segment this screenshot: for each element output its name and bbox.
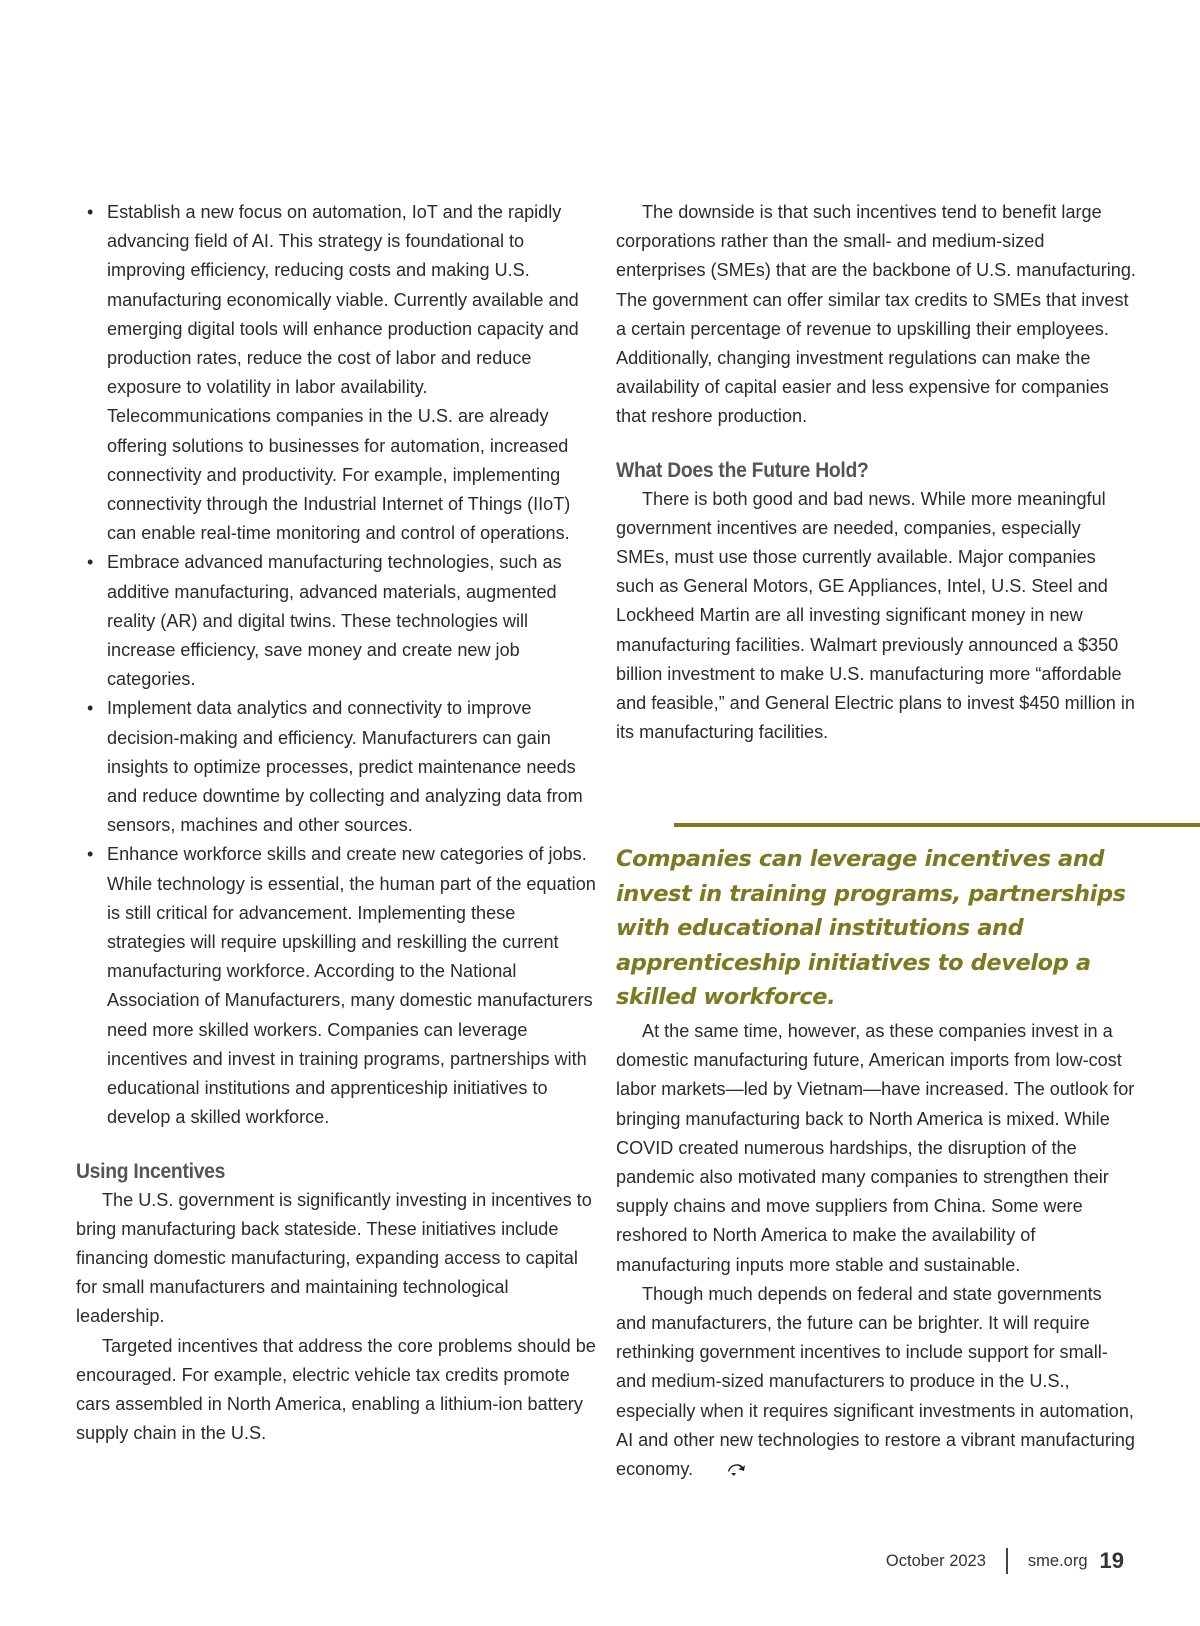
list-item: • Establish a new focus on automation, IoT and the rapidly advancing field of AI. This strategy is foundational to improving efficiency, reducing costs and making U.S. manufacturing economically viable. Currently available and emerging digital tools will enhance production capacity and production rates, reduce the cost of labor and reduce exposure to volatility in labor availability. Telecommunications companies in the U.S. are already offering solutions to businesses for automation, increased connectivity and productivity. For example, implementing connectivity through the Industrial Internet of Things (IIoT) can enable real-time monitoring and control of operations. [87, 202, 579, 544]
left-column [76, 198, 596, 1448]
sme-end-mark-icon [701, 1457, 747, 1486]
paragraph: The downside is that such incentives tend to benefit large corporations rather than the small- and medium-sized enterprises (SMEs) that are the backbone of U.S. manufacturing. The government can offer similar tax credits to SMEs that invest a certain percentage of revenue to upskilling their employees. Additionally, changing investment regulations can make the availability of capital easier and less expensive for companies that reshore production. [616, 202, 1136, 427]
list-item: • Enhance workforce skills and create new categories of jobs. While technology is essential, the human part of the equation is still critical for advancement. Implementing these strategies will require upskilling and reskilling the current manufacturing workforce. According to the National Association of Manufacturers, many domestic manufacturers need more skilled workers. Companies can leverage incentives and invest in training programs, partnerships with educational institutions and apprenticeship initiatives to develop a skilled workforce. [87, 844, 596, 1128]
site-link[interactable]: sme.org [1027, 1551, 1088, 1570]
right-column [616, 198, 1136, 747]
issue-date: October 2023 [885, 1551, 986, 1570]
paragraph: At the same time, however, as these companies invest in a domestic manufacturing future, American imports from low-cost labor markets—led by Vietnam—have increased. The outlook for bringing manufacturing back to North America is mixed. While COVID created numerous hardships, the disruption of the pandemic also motivated many companies to strengthen their supply chains and move suppliers from China. Some were reshored to North America to make the availability of manufacturing inputs more stable and sustainable. [616, 1021, 1135, 1275]
right-column-continued [616, 1017, 1136, 1486]
pullquote: Companies can leverage incentives and invest in training programs, partnerships with educational institutions and apprenticeship initiatives to develop a skilled workforce. [616, 846, 1126, 1010]
closing-text: Though much depends on federal and state governments and manufacturers, the future can be brighter. It will require rethinking government incentives to include support for small- and medium-sized manufacturers to produce in the U.S., especially when it requires significant investments in automation, AI and other new technologies to restore a vibrant manufacturing economy. [616, 1283, 1135, 1480]
section-heading-using-incentives: Using Incentives [76, 1159, 226, 1183]
list-item: • Embrace advanced manufacturing technologies, such as additive manufacturing, advanced materials, augmented reality (AR) and digital twins. These technologies will increase efficiency, save money and create new job categories. [87, 552, 562, 690]
page-number: 19 [1099, 1548, 1124, 1573]
paragraph: There is both good and bad news. While more meaningful government incentives are needed, companies, especially SMEs, must use those currently available. Major companies such as General Motors, GE Appliances, Intel, U.S. Steel and Lockheed Martin are all investing significant money in new manufacturing facilities. Walmart previously announced a $350 billion investment to make U.S. manufacturing more “affordable and feasible,” and General Electric plans to invest $450 million in its manufacturing facilities. [616, 488, 1135, 743]
bullet-text: Establish a new focus on automation, IoT and the rapidly advancing field of AI. This strategy is foundational to improving efficiency, reducing costs and making U.S. manufacturing economically viable. Currently available and emerging digital tools will enhance production capacity and production rates, reduce the cost of labor and reduce exposure to volatility in labor availability. Telecommunications companies in the U.S. are already offering solutions to businesses for automation, increased connectivity and productivity. For example, implementing connectivity through the Industrial Internet of Things (IIoT) can enable real-time monitoring and control of operations. [107, 202, 579, 544]
footer-divider [1006, 1548, 1008, 1574]
page-footer [886, 1548, 1124, 1574]
pullquote-rule [674, 823, 1200, 827]
paragraph: The U.S. government is significantly investing in incentives to bring manufacturing back stateside. These initiatives include financing domestic manufacturing, expanding access to capital for small manufacturers and maintaining technological leadership. [76, 1189, 592, 1327]
strategy-bullet-list [87, 198, 596, 1133]
paragraph [616, 1280, 1136, 1486]
section-heading-future: What Does the Future Hold? [616, 458, 869, 482]
bullet-text: Implement data analytics and connectivity to improve decision-making and efficiency. Manufacturers can gain insights to optimize processes, predict maintenance needs and reduce downtime by collecting and analyzing data from sensors, machines and other sources. [107, 698, 583, 836]
bullet-text: Enhance workforce skills and create new categories of jobs. While technology is essential, the human part of the equation is still critical for advancement. Implementing these strategies will require upskilling and reskilling the current manufacturing workforce. According to the National Association of Manufacturers, many domestic manufacturers need more skilled workers. Companies can leverage incentives and invest in training programs, partnerships with educational institutions and apprenticeship initiatives to develop a skilled workforce. [107, 844, 596, 1128]
bullet-text: Embrace advanced manufacturing technologies, such as additive manufacturing, advanced materials, augmented reality (AR) and digital twins. These technologies will increase efficiency, save money and create new job categories. [107, 552, 562, 690]
list-item: • Implement data analytics and connectivity to improve decision-making and efficiency. Manufacturers can gain insights to optimize processes, predict maintenance needs and reduce downtime by collecting and analyzing data from sensors, machines and other sources. [87, 698, 583, 836]
paragraph: Targeted incentives that address the core problems should be encouraged. For example, electric vehicle tax credits promote cars assembled in North America, enabling a lithium-ion battery supply chain in the U.S. [76, 1335, 596, 1444]
